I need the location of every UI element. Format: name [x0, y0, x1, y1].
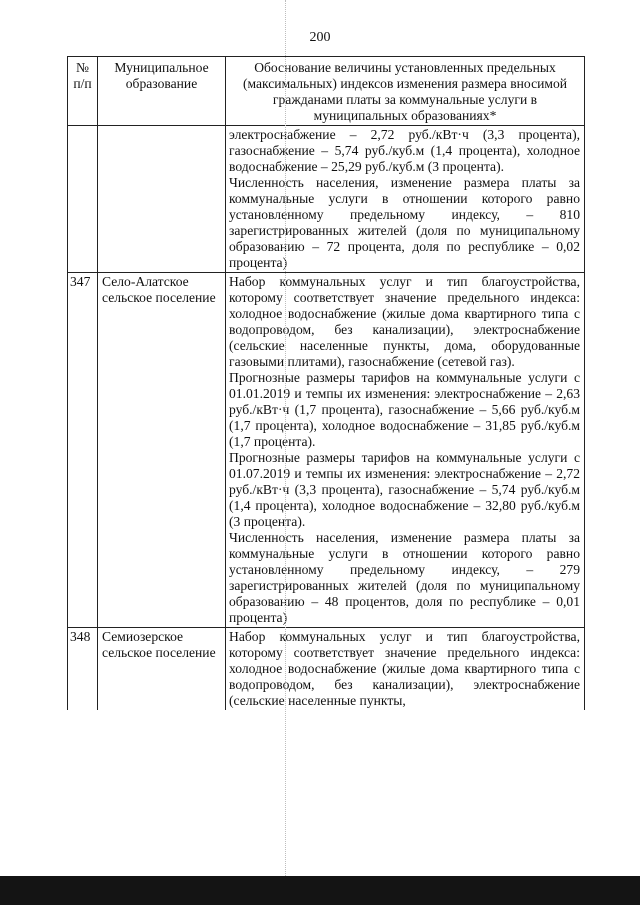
table-row-continuation — [68, 126, 585, 273]
row-municipality — [98, 126, 226, 273]
table-row — [68, 628, 585, 711]
row-municipality: Село-Алатское сельское поселение — [98, 273, 226, 628]
justification-paragraph: Набор коммунальных услуг и тип благоустройства, которому соответствует значение предельного индекса: холодное водоснабжение (жилые дома квартирного типа с водопроводом, без канализации), электроснабжение (сельские населенные пункты, — [229, 629, 580, 708]
table-row — [68, 273, 585, 628]
justification-paragraph: Численность населения, изменение размера платы за коммунальные услуги в отношении которого равно установленному предельному индексу, – 279 зарегистрированных жителей (доля по муниципальному образованию – 48 процентов, доля по республике – 0,01 процента) — [229, 530, 580, 625]
header-number-text: № п/п — [73, 60, 92, 91]
header-municipality — [98, 57, 226, 126]
row-municipality: Семиозерское сельское поселение — [98, 628, 226, 711]
justification-paragraph: Набор коммунальных услуг и тип благоустройства, которому соответствует значение предельного индекса: холодное водоснабжение (жилые дома квартирного типа с водопроводом, без канализации), электроснабжение (сельские населенные пункты, дома, оборудованные газовыми плитами), газоснабжение (сетевой газ). — [229, 274, 580, 369]
header-justification-text: Обоснование величины установленных предельных (максимальных) индексов изменения размера вносимой гражданами платы за коммунальные услуги в муниципальных образованиях* — [242, 60, 568, 123]
page-number: 200 — [309, 30, 331, 45]
justification-paragraph: Прогнозные размеры тарифов на коммунальные услуги с 01.07.2019 и темпы их изменения: электроснабжение – 2,72 руб./кВт·ч (3,3 процента), газоснабжение – 5,74 руб./куб.м (1,4 процента), холодное водоснабжение – 32,80 руб./куб.м (3 процента). — [229, 450, 580, 529]
row-justification — [226, 126, 585, 273]
row-justification — [226, 628, 585, 711]
scan-edge-bar — [0, 876, 640, 905]
justification-paragraph: электроснабжение – 2,72 руб./кВт·ч (3,3 процента), газоснабжение – 5,74 руб./куб.м (1,4 процента), холодное водоснабжение – 25,29 руб./куб.м (3 процента). — [229, 127, 580, 174]
header-justification — [226, 57, 585, 126]
tariff-index-table — [67, 56, 585, 710]
row-number: 348 — [68, 628, 98, 711]
row-justification — [226, 273, 585, 628]
header-municipality-text: Муниципальное образование — [114, 60, 209, 91]
row-number — [68, 126, 98, 273]
justification-paragraph: Численность населения, изменение размера платы за коммунальные услуги в отношении которого равно установленному предельному индексу, – 810 зарегистрированных жителей (доля по муниципальному образованию – 72 процента, доля по республике – 0,02 процента) — [229, 175, 580, 270]
row-number: 347 — [68, 273, 98, 628]
table-header-row — [68, 57, 585, 126]
scan-fold-line — [285, 0, 286, 880]
header-number — [68, 57, 98, 126]
justification-paragraph: Прогнозные размеры тарифов на коммунальные услуги с 01.01.2019 и темпы их изменения: электроснабжение – 2,63 руб./кВт·ч (1,7 процента), газоснабжение – 5,66 руб./куб.м (1,7 процента), холодное водоснабжение – 31,85 руб./куб.м (1,7 процента). — [229, 370, 580, 449]
